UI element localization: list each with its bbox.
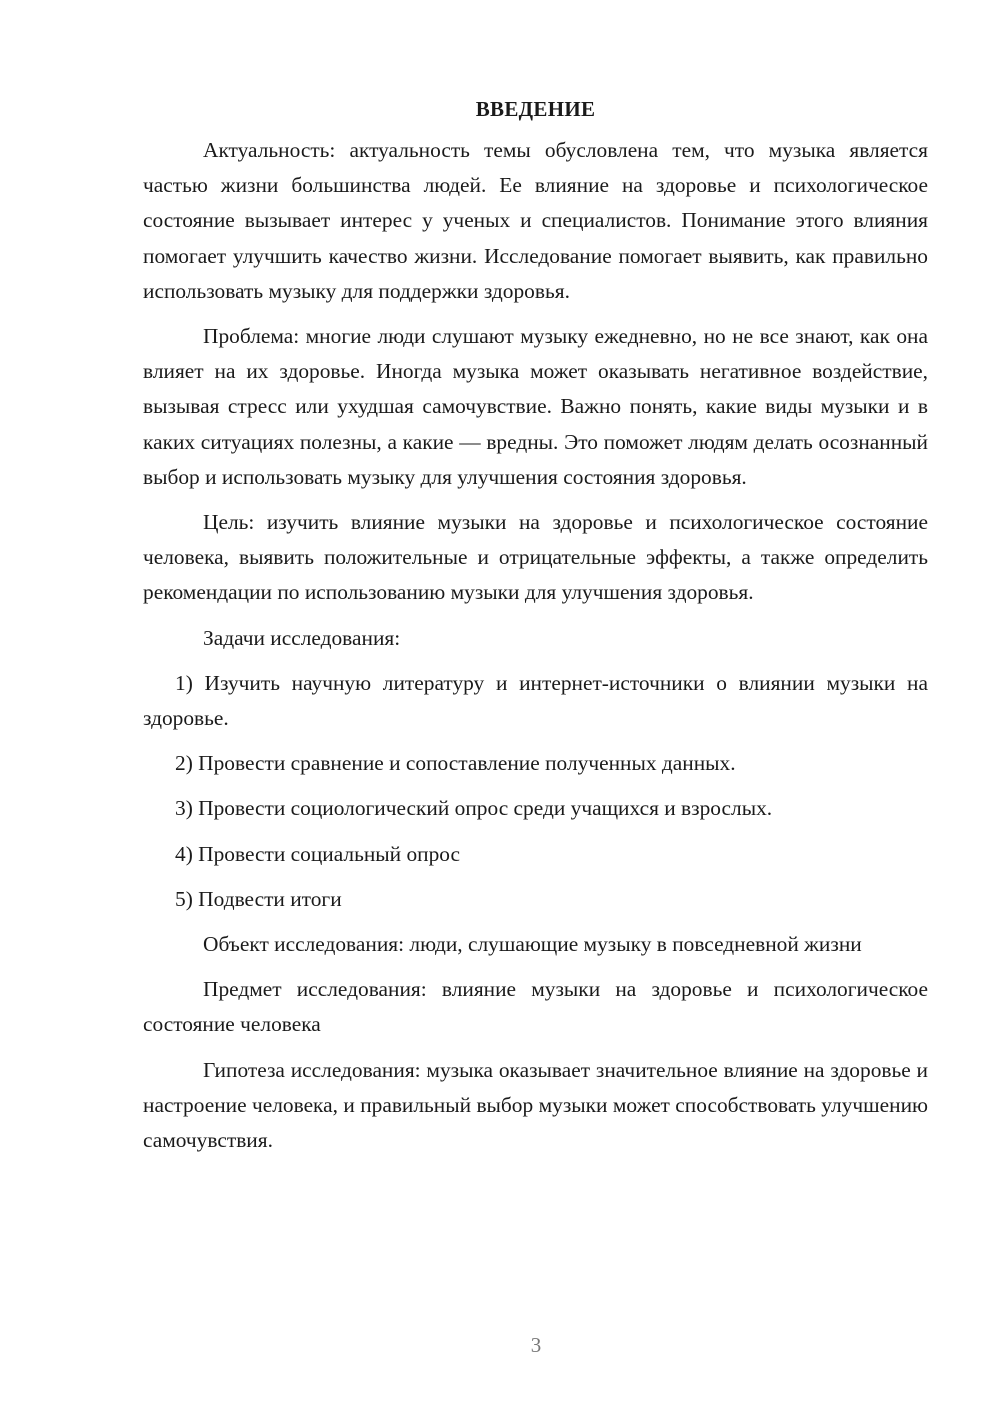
document-page	[143, 94, 928, 1158]
section-title: ВВЕДЕНИЕ	[475, 97, 596, 121]
list-item: 4) Провести социальный опрос	[175, 841, 461, 866]
list-item: 1) Изучить научную литературу и интернет-источники о влиянии музыки на здоровье.	[143, 670, 928, 731]
paragraph-problem: Проблема: многие люди слушают музыку ежедневно, но не все знают, как она влияет на их здоровье. Иногда музыка может оказывать негативное воздействие, вызывая стресс или ухудшая самочувствие. Важно понять, какие виды музыки и в каких ситуациях полезны, а какие — вредны. Это поможет людям делать осознанный выбор и использовать музыку для улучшения состояния здоровья.	[143, 324, 928, 489]
paragraph-goal: Цель: изучить влияние музыки на здоровье и психологическое состояние человека, выявить положительные и отрицательные эффекты, а также определить рекомендации по использованию музыки для улучшения здоровья.	[143, 510, 928, 605]
list-item: 5) Подвести итоги	[175, 886, 342, 911]
paragraph-tasks-heading: Задачи исследования:	[203, 625, 401, 650]
paragraph-hypothesis: Гипотеза исследования: музыка оказывает значительное влияние на здоровье и настроение человека, и правильный выбор музыки может способствовать улучшению самочувствия.	[143, 1057, 928, 1153]
paragraph-object: Объект исследования: люди, слушающие музыку в повседневной жизни	[203, 932, 862, 957]
paragraph-subject: Предмет исследования: влияние музыки на здоровье и психологическое состояние человека	[143, 977, 928, 1037]
list-item: 3) Провести социологический опрос среди учащихся и взрослых.	[175, 796, 773, 821]
paragraph-relevance: Актуальность: актуальность темы обусловлена тем, что музыка является частью жизни большинства людей. Ее влияние на здоровье и психологическое состояние вызывает интерес у ученых и специалистов. Понимание этого влияния помогает улучшить качество жизни. Исследование помогает выявить, как правильно использовать музыку для поддержки здоровья.	[143, 138, 928, 303]
list-item: 2) Провести сравнение и сопоставление полученных данных.	[175, 751, 736, 776]
page-number: 3	[530, 1333, 542, 1357]
